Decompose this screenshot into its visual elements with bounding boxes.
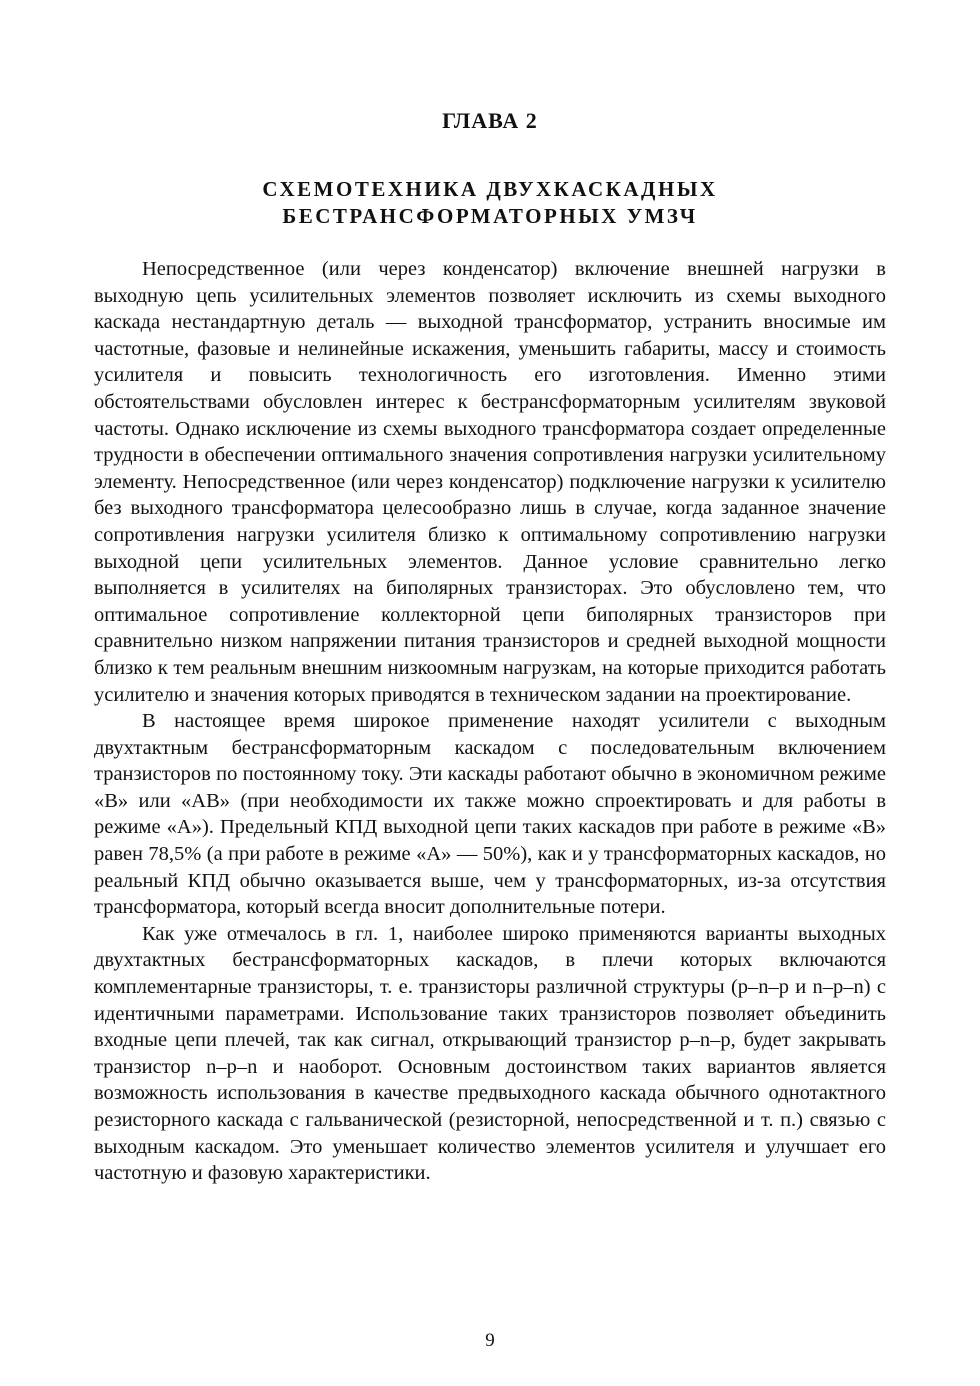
body-text bbox=[94, 256, 886, 1187]
chapter-title-line-1: СХЕМОТЕХНИКА ДВУХКАСКАДНЫХ bbox=[262, 177, 718, 201]
chapter-title bbox=[0, 176, 980, 230]
paragraph-3: Как уже отмечалось в гл. 1, наиболее широко применяются варианты выходных двухтактных бестрансформаторных каскадов, в плечи которых включаются комплементарные транзисторы, т. е. транзисторы различной структуры (p–n–p и n–p–n) с идентичными параметрами. Использование таких транзисторов позволяет объединить входные цепи плечей, так как сигнал, открывающий транзистор p–n–p, будет закрывать транзистор n–p–n и наоборот. Основным достоинством таких вариантов является возможность использования в качестве предвыходного каскада обычного однотактного резисторного каскада с гальванической (резисторной, непосредственной и т. п.) связью с выходным каскадом. Это уменьшает количество элементов усилителя и улучшает его частотную и фазовую характеристики. bbox=[94, 922, 886, 1185]
page-number: 9 bbox=[485, 1330, 495, 1351]
paragraph-1: Непосредственное (или через конденсатор) включение внешней нагрузки в выходную цепь усилительных элементов позволяет исключить из схемы выходного каскада нестандартную деталь — выходной трансформатор, устранить вносимые им частотные, фазовые и нелинейные искажения, уменьшить габариты, массу и стоимость усилителя и повысить технологичность его изготовления. Именно этими обстоятельствами обусловлен интерес к бестрансформаторным усилителям звуковой частоты. Однако исключение из схемы выходного трансформатора создает определенные трудности в обеспечении оптимального значения сопротивления нагрузки усилительному элементу. Непосредственное (или через конденсатор) подключение нагрузки к усилителю без выходного трансформатора целесообразно лишь в случае, когда заданное значение сопротивления нагрузки усилителя близко к оптимальному сопротивлению нагрузки выходной цепи усилительных элементов. Данное условие сравнительно легко выполняется в усилителях на биполярных транзисторах. Это обусловлено тем, что оптимальное сопротивление коллекторной цепи биполярных транзисторов при сравнительно низком напряжении питания транзисторов и средней выходной мощности близко к тем реальным внешним низкоомным нагрузкам, на которые приходится работать усилителю и значения которых приводятся в техническом задании на проектирование. bbox=[94, 258, 886, 706]
chapter-title-line-2: БЕСТРАНСФОРМАТОРНЫХ УМЗЧ bbox=[282, 204, 698, 228]
chapter-heading: ГЛАВА 2 bbox=[442, 108, 538, 133]
paragraph-2: В настоящее время широкое применение находят усилители с выходным двухтактным бестрансформаторным каскадом с последовательным включением транзисторов по постоянному току. Эти каскады работают обычно в экономичном режиме «В» или «АВ» (при необходимости их также можно спроектировать и для работы в режиме «А»). Предельный КПД выходной цепи таких каскадов при работе в режиме «В» равен 78,5% (а при работе в режиме «А» — 50%), как и у трансформаторных каскадов, но реальный КПД обычно оказывается выше, чем у трансформаторных, из-за отсутствия трансформатора, который всегда вносит дополнительные потери. bbox=[94, 710, 886, 919]
